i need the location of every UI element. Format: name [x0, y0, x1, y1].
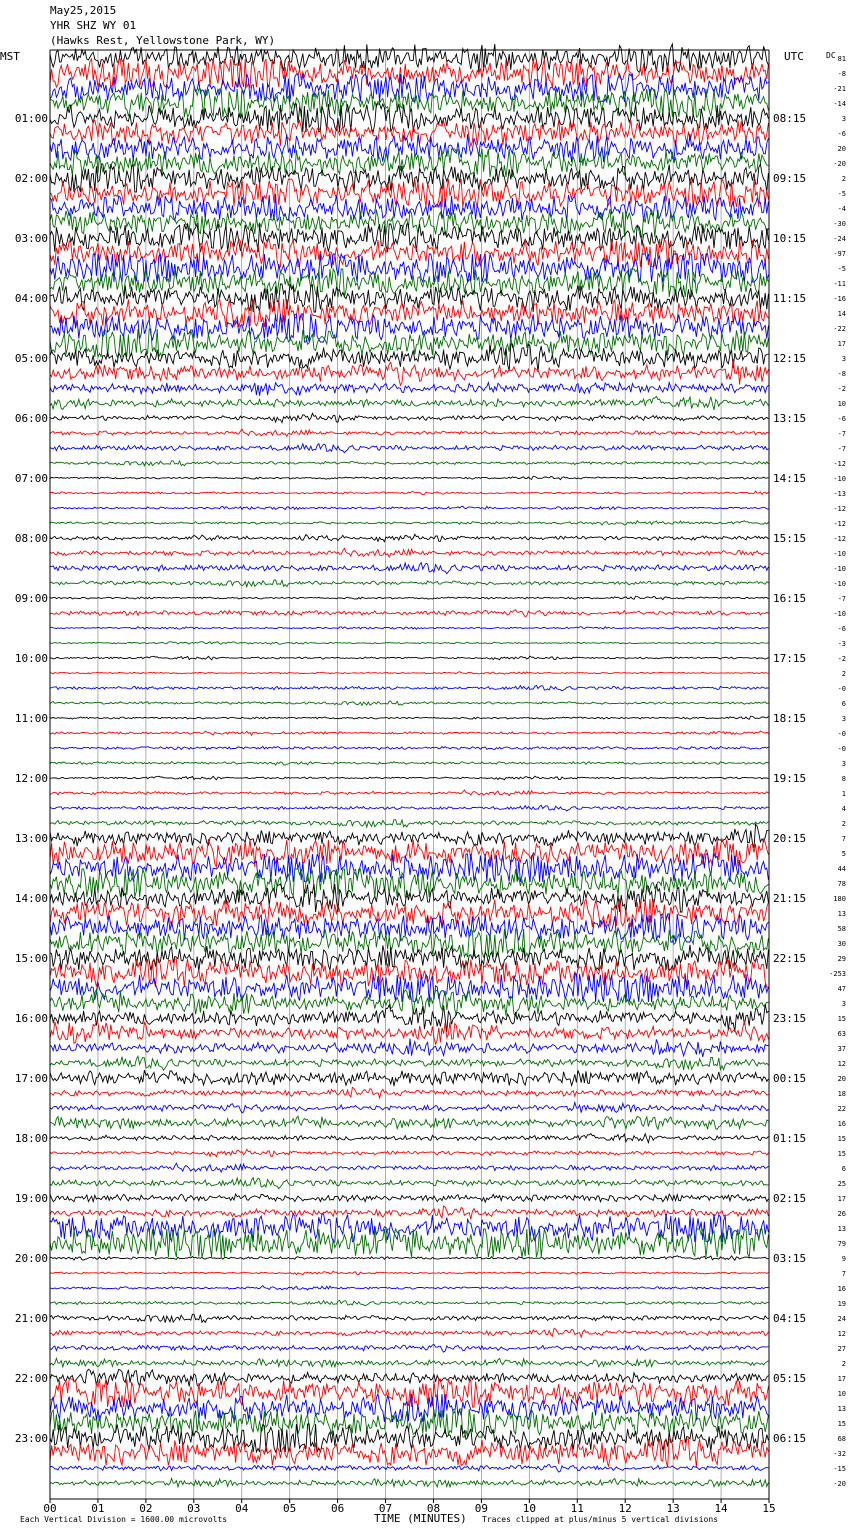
trace-row-59: [50, 929, 768, 957]
dc-offset-label: -20: [833, 160, 846, 168]
dc-offset-label: 78: [837, 880, 846, 888]
dc-offset-label: -12: [833, 460, 846, 468]
dc-offset-label: -24: [833, 235, 846, 243]
utc-hour-label: 06:15: [773, 1432, 807, 1445]
trace-row-75: [50, 1178, 768, 1189]
trace-row-46: [50, 746, 768, 749]
trace-row-38: [50, 627, 768, 630]
mst-hour-label: 12:00: [14, 772, 48, 785]
trace-row-34: [50, 563, 768, 574]
dc-offset-label: 81: [837, 55, 846, 63]
dc-offset-label: -5: [837, 190, 846, 198]
trace-row-20: [50, 344, 768, 372]
x-tick-label-01: 01: [91, 1502, 105, 1515]
trace-row-6: [50, 134, 768, 162]
dc-offset-label: 180: [833, 895, 846, 903]
trace-row-44: [50, 716, 768, 719]
mst-hour-label: 07:00: [14, 472, 48, 485]
clip-note: Traces clipped at plus/minus 5 vertical divisions: [482, 1515, 719, 1524]
trace-row-17: [50, 299, 768, 327]
trace-row-31: [50, 521, 768, 525]
trace-row-30: [50, 506, 768, 509]
trace-row-47: [50, 762, 768, 766]
utc-hour-label: 16:15: [773, 592, 807, 605]
trace-row-76: [50, 1194, 768, 1202]
dc-offset-label: 26: [837, 1210, 846, 1218]
trace-row-39: [50, 642, 768, 645]
dc-offset-label: -10: [833, 475, 846, 483]
dc-offset-label: 20: [837, 1075, 846, 1083]
trace-row-70: [50, 1102, 768, 1113]
dc-offset-label: -0: [837, 730, 846, 738]
trace-row-65: [50, 1021, 768, 1044]
dc-offset-label: 17: [837, 1195, 846, 1203]
dc-offset-label: -7: [837, 445, 846, 453]
dc-offset-label: 19: [837, 1300, 846, 1308]
mst-hour-label: 17:00: [14, 1072, 48, 1085]
mst-hour-label: 08:00: [14, 532, 48, 545]
dc-offset-label: -11: [833, 280, 846, 288]
trace-row-56: [50, 884, 768, 912]
dc-offset-label: -10: [833, 550, 846, 558]
dc-offset-label: 30: [837, 940, 846, 948]
x-tick-label-08: 08: [426, 1502, 441, 1515]
trace-row-22: [50, 383, 768, 396]
trace-row-83: [50, 1300, 768, 1306]
dc-offset-label: 2: [841, 175, 846, 183]
mst-hour-label: 15:00: [14, 952, 48, 965]
dc-offset-label: 2: [841, 820, 846, 828]
utc-hour-label: 19:15: [773, 772, 807, 785]
header-station: YHR SHZ WY 01: [50, 19, 137, 32]
x-tick-label-00: 00: [43, 1502, 57, 1515]
x-axis-title: TIME (MINUTES): [374, 1512, 467, 1525]
dc-offset-label: -13: [833, 490, 846, 498]
utc-hour-label: 18:15: [773, 712, 807, 725]
utc-hour-label: 23:15: [773, 1012, 807, 1025]
trace-row-86: [50, 1344, 768, 1352]
dc-offset-label: -15: [833, 1465, 846, 1473]
dc-offset-label: 14: [837, 310, 846, 318]
trace-row-94: [50, 1464, 768, 1472]
dc-offset-label: 15: [837, 1015, 846, 1023]
trace-row-27: [50, 461, 768, 466]
header-location: (Hawks Rest, Yellowstone Park, WY): [50, 34, 276, 47]
x-tick-label-11: 11: [570, 1502, 584, 1515]
dc-offset-label: -8: [837, 370, 846, 378]
dc-offset-label: -0: [837, 685, 846, 693]
dc-offset-label: -6: [837, 130, 846, 138]
dc-offset-label: -10: [833, 565, 846, 573]
x-tick-label-07: 07: [378, 1502, 393, 1515]
dc-offset-label: 17: [837, 340, 846, 348]
dc-offset-label: -6: [837, 415, 846, 423]
trace-row-40: [50, 656, 768, 660]
dc-offset-label: 13: [837, 1405, 846, 1413]
mst-hour-label: 16:00: [14, 1012, 48, 1025]
dc-offset-label: 10: [837, 1390, 846, 1398]
utc-hour-label: 05:15: [773, 1372, 807, 1385]
mst-hour-label: 02:00: [14, 172, 48, 185]
x-tick-label-09: 09: [474, 1502, 489, 1515]
dc-offset-label: -12: [833, 535, 846, 543]
trace-row-32: [50, 534, 768, 541]
mst-hour-label: 14:00: [14, 892, 48, 905]
trace-row-62: [50, 974, 768, 1002]
x-tick-label-05: 05: [283, 1502, 297, 1515]
trace-row-77: [50, 1206, 768, 1219]
dc-offset-label: 18: [837, 1090, 846, 1098]
trace-row-23: [50, 396, 768, 410]
dc-offset-label: 3: [841, 355, 846, 363]
dc-offset-label: -0: [837, 745, 846, 753]
dc-offset-label: 79: [837, 1240, 846, 1248]
dc-offset-label: 7: [841, 1270, 846, 1278]
dc-offset-label: -253: [829, 970, 846, 978]
dc-offset-label: 16: [837, 1285, 846, 1293]
mst-axis-label: MST: [0, 50, 20, 63]
dc-offset-label: -10: [833, 580, 846, 588]
dc-offset-label: 4: [841, 805, 846, 813]
trace-row-26: [50, 444, 768, 453]
x-tick-label-04: 04: [235, 1502, 249, 1515]
dc-offset-label: -12: [833, 505, 846, 513]
dc-offset-label: 12: [837, 1060, 846, 1068]
mst-hour-label: 05:00: [14, 352, 48, 365]
dc-offset-label: 44: [837, 865, 846, 873]
trace-row-28: [50, 476, 768, 480]
dc-offset-label: -21: [833, 85, 846, 93]
utc-hour-label: 04:15: [773, 1312, 807, 1325]
utc-hour-labels: [773, 112, 806, 1445]
dc-offset-label: -22: [833, 325, 846, 333]
utc-hour-label: 21:15: [773, 892, 807, 905]
mst-hour-label: 23:00: [14, 1432, 48, 1445]
trace-row-81: [50, 1271, 768, 1275]
trace-row-87: [50, 1358, 768, 1367]
x-tick-label-02: 02: [139, 1502, 153, 1515]
trace-row-69: [50, 1087, 768, 1098]
dc-offset-label: -97: [833, 250, 846, 258]
dc-offset-label: 25: [837, 1180, 846, 1188]
dc-offset-label: 6: [841, 1165, 846, 1173]
x-tick-label-14: 14: [714, 1502, 728, 1515]
trace-row-84: [50, 1314, 768, 1322]
utc-hour-label: 02:15: [773, 1192, 807, 1205]
dc-offset-label: -32: [833, 1450, 846, 1458]
dc-offset-label: 1: [841, 790, 846, 798]
dc-offset-label: 37: [837, 1045, 846, 1053]
trace-row-25: [50, 429, 768, 436]
trace-row-29: [50, 491, 768, 495]
dc-offset-label: 3: [841, 115, 846, 123]
trace-row-36: [50, 596, 768, 600]
trace-row-48: [50, 776, 768, 780]
mst-hour-labels: [15, 112, 48, 1445]
dc-offset-label: 29: [837, 955, 846, 963]
header-date: May25,2015: [50, 4, 117, 17]
dc-offset-label: -12: [833, 520, 846, 528]
trace-row-55: [50, 869, 768, 897]
utc-hour-label: 10:15: [773, 232, 807, 245]
dc-offset-label: -3: [837, 640, 846, 648]
utc-axis-label: UTC: [784, 50, 804, 63]
dc-offset-label: 2: [841, 1360, 846, 1368]
trace-row-33: [50, 548, 768, 557]
trace-row-72: [50, 1134, 768, 1143]
x-tick-label-03: 03: [187, 1502, 201, 1515]
seismic-traces: [50, 44, 768, 1487]
mst-hour-label: 11:00: [14, 712, 48, 725]
trace-row-42: [50, 685, 768, 691]
dc-offset-label: 58: [837, 925, 846, 933]
dc-offset-label: 17: [837, 1375, 846, 1383]
utc-hour-label: 00:15: [773, 1072, 807, 1085]
trace-row-93: [50, 1439, 768, 1467]
mst-hour-label: 04:00: [14, 292, 48, 305]
trace-row-21: [50, 359, 768, 385]
trace-row-49: [50, 790, 768, 795]
utc-hour-label: 09:15: [773, 172, 807, 185]
x-tick-label-13: 13: [666, 1502, 680, 1515]
trace-row-73: [50, 1149, 768, 1156]
mst-hour-label: 01:00: [14, 112, 48, 125]
dc-offset-label: -7: [837, 595, 846, 603]
mst-hour-label: 13:00: [14, 832, 48, 845]
x-tick-label-10: 10: [522, 1502, 536, 1515]
trace-row-71: [50, 1116, 768, 1129]
dc-offset-label: 6: [841, 700, 846, 708]
dc-offset-label: 16: [837, 1120, 846, 1128]
trace-row-88: [50, 1369, 768, 1386]
dc-offset-label: 47: [837, 985, 846, 993]
utc-hour-label: 22:15: [773, 952, 807, 965]
dc-offset-labels: [829, 55, 846, 1488]
trace-row-7: [50, 149, 768, 177]
trace-row-80: [50, 1256, 768, 1261]
dc-offset-label: 12: [837, 1330, 846, 1338]
dc-offset-label: 15: [837, 1135, 846, 1143]
dc-offset-label: 3: [841, 715, 846, 723]
dc-offset-label: 2: [841, 670, 846, 678]
dc-offset-label: 3: [841, 1000, 846, 1008]
mst-hour-label: 10:00: [14, 652, 48, 665]
x-tick-label-06: 06: [330, 1502, 345, 1515]
dc-offset-label: 20: [837, 145, 846, 153]
trace-row-53: [50, 839, 768, 867]
utc-hour-label: 17:15: [773, 652, 807, 665]
trace-row-9: [50, 179, 768, 207]
dc-offset-label: -7: [837, 430, 846, 438]
mst-hour-label: 20:00: [14, 1252, 48, 1265]
dc-offset-label: 10: [837, 400, 846, 408]
utc-hour-label: 12:15: [773, 352, 807, 365]
utc-hour-label: 01:15: [773, 1132, 807, 1145]
dc-offset-label: 24: [837, 1315, 846, 1323]
dc-offset-label: 68: [837, 1435, 846, 1443]
dc-offset-label: 9: [841, 1255, 846, 1263]
mst-hour-label: 09:00: [14, 592, 48, 605]
dc-offset-label: 3: [841, 760, 846, 768]
dc-offset-label: -5: [837, 265, 846, 273]
dc-offset-label: -8: [837, 70, 846, 78]
trace-row-51: [50, 820, 768, 828]
x-tick-label-12: 12: [618, 1502, 632, 1515]
trace-row-74: [50, 1163, 768, 1172]
dc-offset-label: -30: [833, 220, 846, 228]
dc-offset-label: -6: [837, 625, 846, 633]
dc-offset-label: 22: [837, 1105, 846, 1113]
utc-hour-label: 13:15: [773, 412, 807, 425]
dc-offset-label: -2: [837, 655, 846, 663]
trace-row-68: [50, 1070, 768, 1086]
dc-offset-label: 63: [837, 1030, 846, 1038]
mst-hour-label: 21:00: [14, 1312, 48, 1325]
dc-column-label: DC: [826, 51, 836, 60]
scale-note: Each Vertical Division = 1600.00 microvolts: [20, 1515, 228, 1524]
trace-row-50: [50, 805, 768, 811]
mst-hour-label: 03:00: [14, 232, 48, 245]
dc-offset-label: -16: [833, 295, 846, 303]
trace-row-95: [50, 1478, 768, 1487]
mst-hour-label: 19:00: [14, 1192, 48, 1205]
x-tick-label-15: 15: [762, 1502, 776, 1515]
trace-row-35: [50, 580, 768, 587]
trace-row-37: [50, 610, 768, 617]
dc-offset-label: 27: [837, 1345, 846, 1353]
mst-hour-label: 22:00: [14, 1372, 48, 1385]
utc-hour-label: 20:15: [773, 832, 807, 845]
dc-offset-label: -14: [833, 100, 846, 108]
dc-offset-label: 13: [837, 1225, 846, 1233]
dc-offset-label: 8: [841, 775, 846, 783]
trace-row-66: [50, 1039, 768, 1057]
trace-row-52: [50, 824, 768, 848]
trace-row-67: [50, 1056, 768, 1070]
dc-offset-label: 15: [837, 1150, 846, 1158]
dc-offset-label: 13: [837, 910, 846, 918]
dc-offset-label: -4: [837, 205, 846, 213]
dc-offset-label: -10: [833, 610, 846, 618]
utc-hour-label: 14:15: [773, 472, 807, 485]
dc-offset-label: -20: [833, 1480, 846, 1488]
trace-row-41: [50, 672, 768, 675]
mst-hour-label: 18:00: [14, 1132, 48, 1145]
trace-row-43: [50, 701, 768, 705]
utc-hour-label: 11:15: [773, 292, 807, 305]
trace-row-82: [50, 1286, 768, 1291]
trace-row-61: [50, 959, 768, 987]
dc-offset-label: 7: [841, 835, 846, 843]
trace-row-89: [50, 1379, 768, 1407]
dc-offset-label: -2: [837, 385, 846, 393]
trace-row-45: [50, 731, 768, 735]
utc-hour-label: 08:15: [773, 112, 807, 125]
trace-row-85: [50, 1328, 768, 1337]
utc-hour-label: 15:15: [773, 532, 807, 545]
dc-offset-label: 5: [841, 850, 846, 858]
mst-hour-label: 06:00: [14, 412, 48, 425]
dc-offset-label: 15: [837, 1420, 846, 1428]
utc-hour-label: 03:15: [773, 1252, 807, 1265]
trace-row-24: [50, 413, 768, 422]
